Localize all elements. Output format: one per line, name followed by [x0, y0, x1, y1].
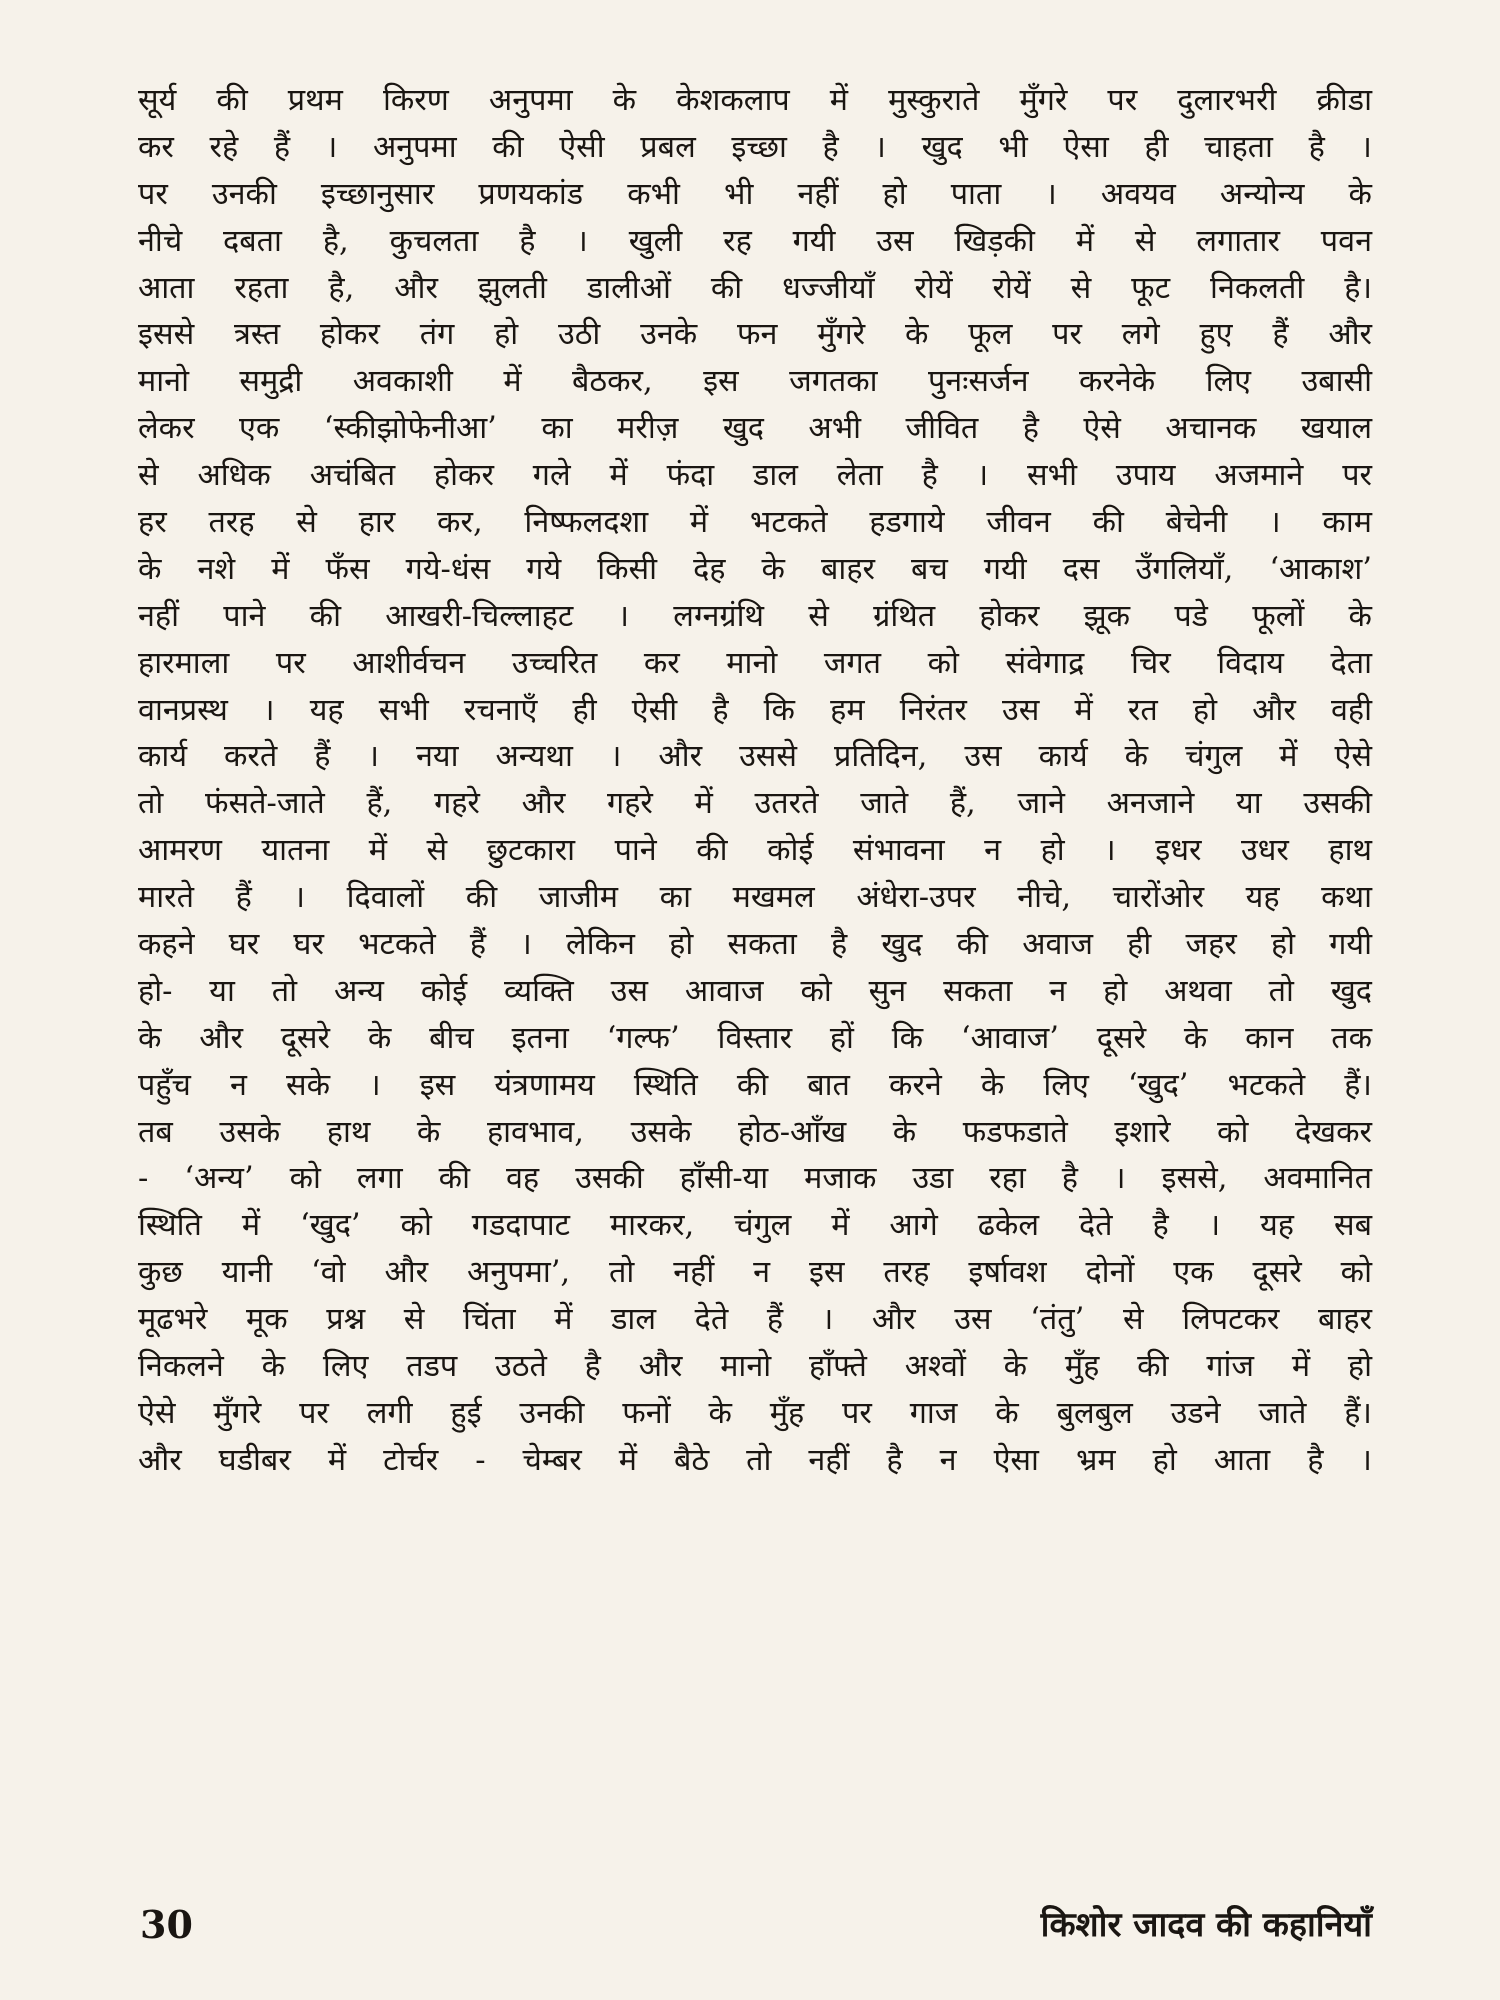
- text-line: इससे त्रस्त होकर तंग हो उठी उनके फन मुँगरे के फूल पर लगे हुए हैं और: [138, 317, 1372, 353]
- text-line: मानो समुद्री अवकाशी में बैठकर, इस जगतका पुनःसर्जन करनेके लिए उबासी: [138, 364, 1372, 400]
- text-line: नीचे दबता है, कुचलता है । खुली रह गयी उस खिड़की में से लगातार पवन: [138, 223, 1372, 259]
- text-line: हो- या तो अन्य कोई व्यक्ति उस आवाज को सुन सकता न हो अथवा तो खुद: [138, 973, 1372, 1009]
- text-line: - ‘अन्य’ को लगा की वह उसकी हाँसी-या मजाक उडा रहा है । इससे, अवमानित: [138, 1161, 1372, 1197]
- text-line: हारमाला पर आशीर्वचन उच्चरित कर मानो जगत को संवेगाद्र चिर विदाय देता: [138, 645, 1372, 681]
- text-line: पर उनकी इच्छानुसार प्रणयकांड कभी भी नहीं हो पाता । अवयव अन्योन्य के: [138, 176, 1372, 212]
- text-line: आमरण यातना में से छुटकारा पाने की कोई संभावना न हो । इधर उधर हाथ: [138, 833, 1372, 869]
- body-text: [138, 78, 1372, 1485]
- text-line: कार्य करते हैं । नया अन्यथा । और उससे प्रतिदिन, उस कार्य के चंगुल में ऐसे: [138, 739, 1372, 775]
- text-line: तब उसके हाथ के हावभाव, उसके होठ-आँख के फडफडाते इशारे को देखकर: [138, 1114, 1372, 1150]
- text-line: कहने घर घर भटकते हैं । लेकिन हो सकता है खुद की अवाज ही जहर हो गयी: [138, 927, 1372, 963]
- text-line: नहीं पाने की आखरी-चिल्लाहट । लग्नग्रंथि से ग्रंथित होकर झूक पडे फूलों के: [138, 598, 1372, 634]
- text-line: वानप्रस्थ । यह सभी रचनाएँ ही ऐसी है कि हम निरंतर उस में रत हो और वही: [138, 692, 1372, 728]
- page-footer: [140, 1895, 1372, 1955]
- text-line: कुछ यानी ‘वो और अनुपमा’, तो नहीं न इस तरह इर्षावश दोनों एक दूसरे को: [138, 1255, 1372, 1291]
- text-line: से अधिक अचंबित होकर गले में फंदा डाल लेता है । सभी उपाय अजमाने पर: [138, 458, 1372, 494]
- text-line: मूढभरे मूक प्रश्न से चिंता में डाल देते हैं । और उस ‘तंतु’ से लिपटकर बाहर: [138, 1302, 1372, 1338]
- text-line: सूर्य की प्रथम किरण अनुपमा के केशकलाप में मुस्कुराते मुँगरे पर दुलारभरी क्रीडा: [138, 83, 1372, 118]
- text-line: निकलने के लिए तडप उठते है और मानो हाँफ्ते अश्वों के मुँह की गांज में हो: [138, 1349, 1372, 1385]
- text-line: आता रहता है, और झुलती डालीओं की धज्जीयाँ रोयें रोयें से फूट निकलती है।: [138, 270, 1372, 306]
- text-line: स्थिति में ‘खुद’ को गडदापाट मारकर, चंगुल में आगे ढकेल देते है । यह सब: [138, 1208, 1372, 1244]
- text-line: के और दूसरे के बीच इतना ‘गल्फ’ विस्तार हों कि ‘आवाज’ दूसरे के कान तक: [138, 1020, 1372, 1056]
- text-line: और घडीबर में टोर्चर - चेम्बर में बैठे तो नहीं है न ऐसा भ्रम हो आता है ।: [138, 1442, 1372, 1478]
- text-line: तो फंसते-जाते हैं, गहरे और गहरे में उतरते जाते हैं, जाने अनजाने या उसकी: [138, 786, 1372, 822]
- text-line: कर रहे हैं । अनुपमा की ऐसी प्रबल इच्छा है । खुद भी ऐसा ही चाहता है ।: [138, 129, 1372, 165]
- text-line: मारते हैं । दिवालों की जाजीम का मखमल अंधेरा-उपर नीचे, चारोंओर यह कथा: [138, 880, 1372, 916]
- page-number: 30: [140, 1902, 193, 1947]
- text-line: हर तरह से हार कर, निष्फलदशा में भटकते हडगाये जीवन की बेचेनी । काम: [138, 505, 1372, 541]
- text-line: लेकर एक ‘स्कीझोफेनीआ’ का मरीज़ खुद अभी जीवित है ऐसे अचानक खयाल: [138, 411, 1372, 447]
- text-line: ऐसे मुँगरे पर लगी हुई उनकी फनों के मुँह पर गाज के बुलबुल उडने जाते हैं।: [138, 1395, 1372, 1431]
- text-line: के नशे में फँस गये-धंस गये किसी देह के बाहर बच गयी दस उँगलियाँ, ‘आकाश’: [138, 551, 1372, 587]
- running-title: किशोर जादव की कहानियाँ: [1040, 1905, 1372, 1945]
- text-line: पहुँच न सके । इस यंत्रणामय स्थिति की बात करने के लिए ‘खुद’ भटकते हैं।: [138, 1067, 1372, 1103]
